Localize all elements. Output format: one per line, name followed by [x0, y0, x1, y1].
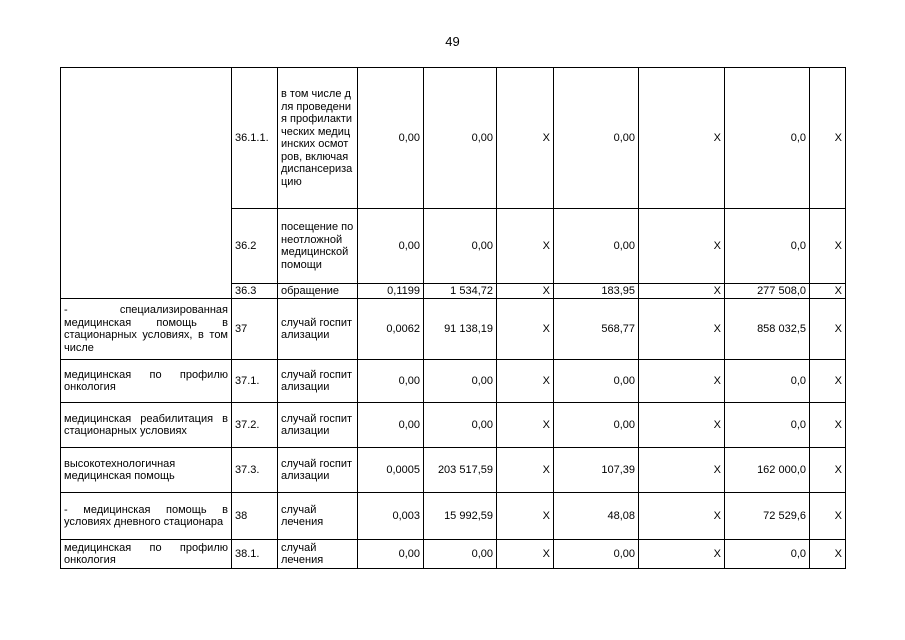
row-value-cell: 0,0062 — [358, 299, 424, 360]
row-value-cell: 0,00 — [554, 360, 639, 403]
row-unit-cell: случай госпитализации — [278, 448, 358, 493]
row-value-cell: 0,0005 — [358, 448, 424, 493]
row-value-cell: 0,00 — [424, 209, 497, 284]
row-value-cell: 162 000,0 — [725, 448, 810, 493]
row-name-cell: - специализированная медицинская помощь в стационарных условиях, в том числе — [61, 299, 232, 360]
table-row — [61, 360, 846, 403]
row-code-cell: 37.2. — [232, 403, 278, 448]
row-code-cell: 38 — [232, 493, 278, 540]
row-x-cell: X — [497, 493, 554, 540]
row-value-cell: 91 138,19 — [424, 299, 497, 360]
row-x-cell: X — [497, 403, 554, 448]
row-unit-cell: обращение — [278, 284, 358, 299]
row-name-cell: - медицинская помощь в условиях дневного стационара — [61, 493, 232, 540]
row-value-cell: 0,0 — [725, 209, 810, 284]
row-value-cell: 0,00 — [554, 540, 639, 569]
row-value-cell: 0,0 — [725, 360, 810, 403]
table-row — [61, 403, 846, 448]
row-value-cell: 107,39 — [554, 448, 639, 493]
row-x-cell: X — [810, 360, 846, 403]
row-x-cell: X — [639, 284, 725, 299]
row-x-cell: X — [639, 360, 725, 403]
row-value-cell: 0,00 — [424, 68, 497, 209]
row-x-cell: X — [810, 540, 846, 569]
row-value-cell: 203 517,59 — [424, 448, 497, 493]
row-name-cell: медицинская по профилю онкология — [61, 360, 232, 403]
row-x-cell: X — [810, 403, 846, 448]
row-value-cell: 0,00 — [554, 403, 639, 448]
row-x-cell: X — [639, 448, 725, 493]
row-unit-cell: случай лечения — [278, 493, 358, 540]
row-code-cell: 37 — [232, 299, 278, 360]
row-code-cell: 36.2 — [232, 209, 278, 284]
row-value-cell: 568,77 — [554, 299, 639, 360]
row-x-cell: X — [639, 299, 725, 360]
row-value-cell: 0,00 — [554, 68, 639, 209]
table-row — [61, 68, 846, 209]
data-table — [60, 67, 846, 569]
row-x-cell: X — [810, 448, 846, 493]
row-value-cell: 72 529,6 — [725, 493, 810, 540]
row-value-cell: 0,00 — [424, 403, 497, 448]
row-name-cell: высокотехнологичная медицинская помощь — [61, 448, 232, 493]
row-x-cell: X — [639, 493, 725, 540]
row-unit-cell: в том числе для проведения профилактических медицинских осмотров, включая диспансеризацию — [278, 68, 358, 209]
row-x-cell: X — [497, 448, 554, 493]
row-value-cell: 0,0 — [725, 540, 810, 569]
page-number: 49 — [445, 34, 460, 49]
row-code-cell: 37.3. — [232, 448, 278, 493]
row-x-cell: X — [639, 540, 725, 569]
row-value-cell: 0,00 — [358, 540, 424, 569]
row-code-cell: 36.3 — [232, 284, 278, 299]
row-value-cell: 0,0 — [725, 68, 810, 209]
table-row — [61, 493, 846, 540]
row-value-cell: 0,00 — [358, 360, 424, 403]
row-code-cell: 37.1. — [232, 360, 278, 403]
row-name-cell — [61, 68, 232, 299]
row-x-cell: X — [639, 403, 725, 448]
row-x-cell: X — [497, 209, 554, 284]
row-name-cell: медицинская по профилю онкология — [61, 540, 232, 569]
row-x-cell: X — [497, 284, 554, 299]
row-x-cell: X — [810, 209, 846, 284]
row-code-cell: 38.1. — [232, 540, 278, 569]
row-unit-cell: случай лечения — [278, 540, 358, 569]
row-x-cell: X — [810, 493, 846, 540]
row-unit-cell: случай госпитализации — [278, 299, 358, 360]
row-value-cell: 48,08 — [554, 493, 639, 540]
table-row — [61, 448, 846, 493]
row-value-cell: 0,00 — [358, 209, 424, 284]
row-x-cell: X — [497, 540, 554, 569]
row-value-cell: 0,00 — [424, 360, 497, 403]
row-value-cell: 0,0 — [725, 403, 810, 448]
row-x-cell: X — [810, 284, 846, 299]
row-x-cell: X — [810, 299, 846, 360]
row-x-cell: X — [497, 360, 554, 403]
row-value-cell: 0,00 — [424, 540, 497, 569]
row-value-cell: 0,00 — [554, 209, 639, 284]
row-value-cell: 0,00 — [358, 68, 424, 209]
row-value-cell: 858 032,5 — [725, 299, 810, 360]
row-x-cell: X — [639, 209, 725, 284]
row-x-cell: X — [497, 68, 554, 209]
row-unit-cell: посещение по неотложной медицинской помощи — [278, 209, 358, 284]
row-value-cell: 0,1199 — [358, 284, 424, 299]
row-value-cell: 0,003 — [358, 493, 424, 540]
row-value-cell: 15 992,59 — [424, 493, 497, 540]
table-row — [61, 299, 846, 360]
row-x-cell: X — [497, 299, 554, 360]
row-code-cell: 36.1.1. — [232, 68, 278, 209]
row-value-cell: 0,00 — [358, 403, 424, 448]
table-row — [61, 540, 846, 569]
row-x-cell: X — [639, 68, 725, 209]
row-unit-cell: случай госпитализации — [278, 403, 358, 448]
row-unit-cell: случай госпитализации — [278, 360, 358, 403]
row-name-cell: медицинская реабилитация в стационарных условиях — [61, 403, 232, 448]
row-x-cell: X — [810, 68, 846, 209]
row-value-cell: 277 508,0 — [725, 284, 810, 299]
row-value-cell: 183,95 — [554, 284, 639, 299]
row-value-cell: 1 534,72 — [424, 284, 497, 299]
